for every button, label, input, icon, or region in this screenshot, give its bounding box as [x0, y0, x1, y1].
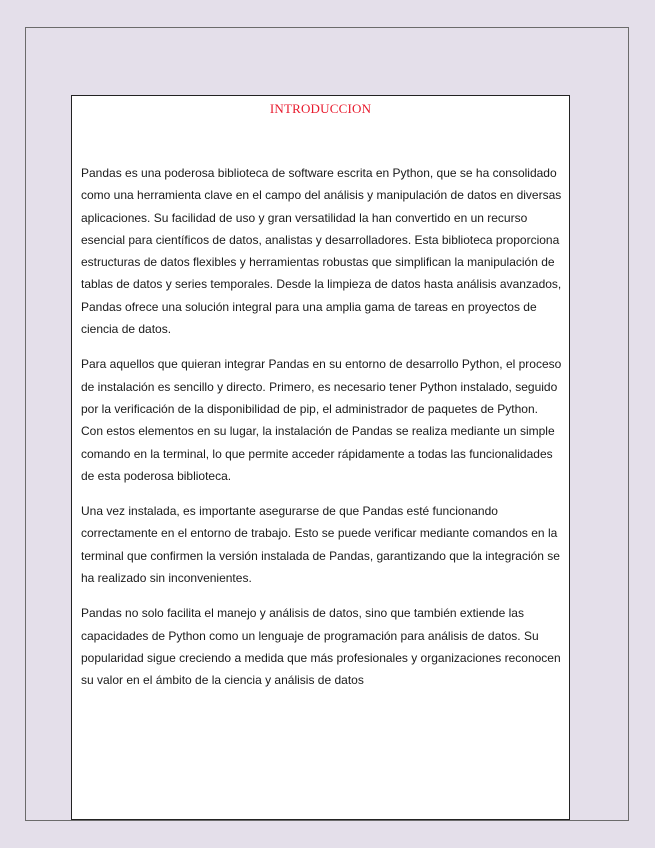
paragraph-verification: Una vez instalada, es importante asegurarse de que Pandas esté funcionando correctamente en el entorno de trabajo. Esto se puede verificar mediante comandos en la terminal que confirmen la versión instalada de Pandas, garantizando que la integración se ha realizado sin inconvenientes.	[81, 504, 560, 586]
paragraph-conclusion: Pandas no solo facilita el manejo y análisis de datos, sino que también extiende las capacidades de Python como un lenguaje de programación para análisis de datos. Su popularidad sigue creciendo a medida que más profesionales y organizaciones reconocen su valor en el ámbito de la ciencia y análisis de datos	[81, 606, 561, 688]
document-page	[71, 95, 570, 820]
paragraph-installation: Para aquellos que quieran integrar Pandas en su entorno de desarrollo Python, el proceso de instalación es sencillo y directo. Primero, es necesario tener Python instalado, seguido por la verificación de la disponibilidad de pip, el administrador de paquetes de Python. Con estos elementos en su lugar, la instalación de Pandas se realiza mediante un simple comando en la terminal, lo que permite acceder rápidamente a todas las funcionalidades de esta poderosa biblioteca.	[81, 357, 562, 483]
document-title: INTRODUCCION	[269, 101, 372, 116]
document-body	[81, 162, 563, 705]
paragraph-intro: Pandas es una poderosa biblioteca de software escrita en Python, que se ha consolidado como una herramienta clave en el campo del análisis y manipulación de datos en diversas aplicaciones. Su facilidad de uso y gran versatilidad la han convertido en un recurso esencial para científicos de datos, analistas y desarrolladores. Esta biblioteca proporciona estructuras de datos flexibles y herramientas robustas que simplifican la manipulación de tablas de datos y series temporales. Desde la limpieza de datos hasta análisis avanzados, Pandas ofrece una solución integral para una amplia gama de tareas en proyectos de ciencia de datos.	[81, 166, 562, 337]
